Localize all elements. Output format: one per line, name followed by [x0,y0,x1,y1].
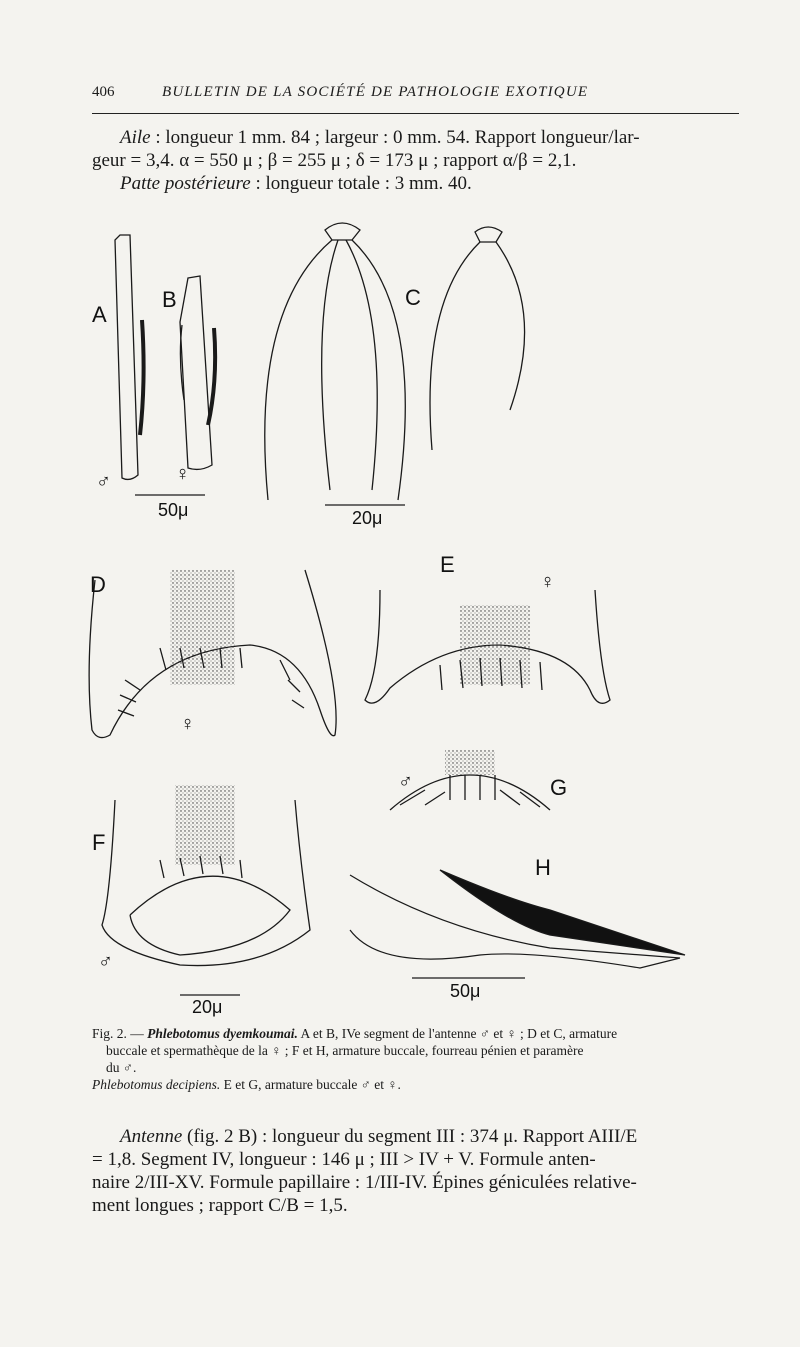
figure-caption [92,1025,742,1093]
caption-text-1: A et B, IVe segment de l'antenne ♂ et ♀ ; D et C, armature [297,1026,618,1041]
antenna-text-1: (fig. 2 B) : longueur du segment III : 374 μ. Rapport AIII/E [182,1126,638,1147]
label-c: C [405,285,421,310]
label-b: B [162,287,177,312]
label-e: E [440,552,455,577]
scale-f: 20μ [192,997,223,1017]
label-d: D [90,572,106,597]
journal-title: BULLETIN DE LA SOCIÉTÉ DE PATHOLOGIE EXOTIQUE [162,84,589,100]
antenna-line-2: = 1,8. Segment IV, longueur : 146 μ ; III > IV + V. Formule anten- [92,1149,596,1170]
label-a: A [92,302,107,327]
figure-drawings [80,210,770,1020]
drawing-c-spermatheca [265,223,525,500]
caption-line-3: du ♂. [106,1060,137,1075]
antenna-line-1 [92,1125,740,1148]
sex-e-female: ♀ [540,571,555,593]
caption-line-4 [92,1076,742,1093]
label-h: H [535,855,551,880]
running-header [92,84,742,101]
drawing-a-antenna-male [115,235,144,479]
sex-d-female: ♀ [180,713,195,735]
antenna-paragraph [92,1125,740,1217]
measurements-paragraph [92,126,740,195]
wing-line-2: geur = 3,4. α = 550 μ ; β = 255 μ ; δ = 173 μ ; rapport α/β = 2,1. [92,150,577,171]
scale-c: 20μ [352,508,383,528]
label-f: F [92,830,106,855]
caption-fig-label: Fig. 2. — [92,1026,148,1041]
drawing-e-buccal [365,590,610,703]
drawing-f-buccal-male [102,785,310,966]
leg-text: : longueur totale : 3 mm. 40. [250,173,472,194]
sex-b-female: ♀ [175,463,190,485]
drawing-h-penile-sheath [350,870,685,968]
antenna-line-4: ment longues ; rapport C/B = 1,5. [92,1195,348,1216]
page-number: 406 [92,84,115,100]
sex-g-male: ♂ [398,771,413,793]
sex-a-male: ♂ [96,471,111,493]
drawing-g-buccal-male [390,750,550,810]
drawing-d-buccal-female [89,570,336,738]
drawing-b-antenna-female [180,276,215,469]
figure-2 [80,210,770,1020]
caption-line-1 [92,1025,742,1042]
antenna-line-3: naire 2/III-XV. Formule papillaire : 1/III-IV. Épines géniculées relative- [92,1172,637,1193]
leg-line [92,172,740,195]
antenna-label: Antenne [120,1126,183,1147]
caption-species-1: Phlebotomus dyemkoumai. [147,1026,298,1041]
caption-species-2: Phlebotomus decipiens. [92,1077,221,1092]
header-rule [92,113,739,114]
wing-label: Aile [120,127,151,148]
sex-f-male: ♂ [98,951,113,973]
label-g: G [550,775,568,800]
caption-line-2: buccale et spermathèque de la ♀ ; F et H, armature buccale, fourreau pénien et paramère [106,1043,584,1058]
wing-text-1: : longueur 1 mm. 84 ; largeur : 0 mm. 54. Rapport longueur/lar- [150,127,640,148]
scale-ab: 50μ [158,500,189,520]
wing-line-1 [92,126,740,149]
leg-label: Patte postérieure [120,173,251,194]
caption-text-4: E et G, armature buccale ♂ et ♀. [220,1077,401,1092]
scale-h: 50μ [450,981,481,1001]
